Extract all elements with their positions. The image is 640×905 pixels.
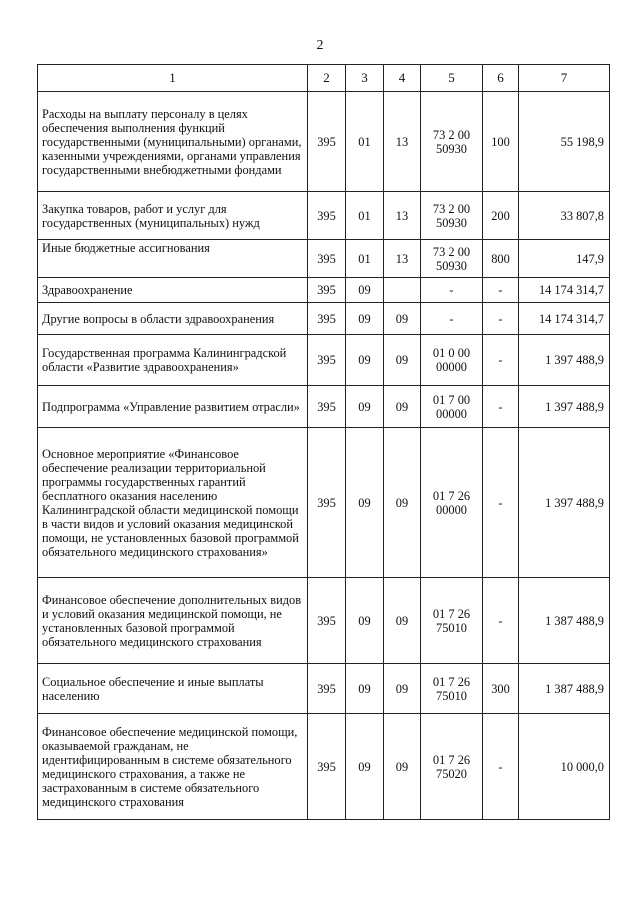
table-row: [38, 278, 610, 303]
row-subsection: 09: [384, 386, 421, 428]
table-row: [38, 664, 610, 714]
table-row: [38, 386, 610, 428]
row-name: Закупка товаров, работ и услуг для государственных (муниципальных) нужд: [38, 192, 308, 240]
row-expense-type: 100: [483, 92, 519, 192]
row-section: 01: [346, 92, 384, 192]
row-amount: 1 397 488,9: [519, 335, 610, 386]
row-expense-type: -: [483, 278, 519, 303]
row-expense-type: -: [483, 303, 519, 335]
row-section: 09: [346, 386, 384, 428]
row-expense-type: -: [483, 578, 519, 664]
row-expense-type: 200: [483, 192, 519, 240]
row-section: 09: [346, 578, 384, 664]
row-name: Здравоохранение: [38, 278, 308, 303]
row-amount: 1 387 488,9: [519, 664, 610, 714]
row-target-article: 01 7 26 00000: [421, 428, 483, 578]
row-admin-code: 395: [308, 335, 346, 386]
row-section: 09: [346, 278, 384, 303]
row-subsection: 13: [384, 192, 421, 240]
row-name: Иные бюджетные ассигнования: [38, 240, 308, 278]
row-admin-code: 395: [308, 192, 346, 240]
row-section: 09: [346, 664, 384, 714]
row-subsection: 09: [384, 335, 421, 386]
page-number: 2: [316, 38, 324, 53]
row-amount: 147,9: [519, 240, 610, 278]
row-target-article: 73 2 00 50930: [421, 192, 483, 240]
row-target-article: -: [421, 278, 483, 303]
row-target-article: -: [421, 303, 483, 335]
row-target-article: 01 7 26 75020: [421, 714, 483, 820]
row-admin-code: 395: [308, 428, 346, 578]
row-section: 01: [346, 192, 384, 240]
row-section: 09: [346, 303, 384, 335]
row-subsection: 09: [384, 664, 421, 714]
row-expense-type: -: [483, 714, 519, 820]
header-col-3: 3: [346, 65, 384, 92]
row-subsection: 13: [384, 240, 421, 278]
row-target-article: 01 7 00 00000: [421, 386, 483, 428]
row-subsection: 09: [384, 428, 421, 578]
row-admin-code: 395: [308, 92, 346, 192]
row-amount: 1 397 488,9: [519, 386, 610, 428]
row-subsection: [384, 278, 421, 303]
table-row: [38, 578, 610, 664]
row-target-article: 73 2 00 50930: [421, 240, 483, 278]
row-target-article: 01 7 26 75010: [421, 664, 483, 714]
row-subsection: 09: [384, 303, 421, 335]
row-admin-code: 395: [308, 578, 346, 664]
row-section: 09: [346, 714, 384, 820]
table-row: [38, 240, 610, 278]
row-expense-type: 300: [483, 664, 519, 714]
table-row: [38, 192, 610, 240]
table-row: [38, 303, 610, 335]
row-target-article: 01 7 26 75010: [421, 578, 483, 664]
row-amount: 1 397 488,9: [519, 428, 610, 578]
row-admin-code: 395: [308, 714, 346, 820]
row-admin-code: 395: [308, 240, 346, 278]
row-subsection: 13: [384, 92, 421, 192]
header-col-4: 4: [384, 65, 421, 92]
budget-table: [37, 64, 610, 820]
row-name: Финансовое обеспечение медицинской помощи, оказываемой гражданам, не идентифицированным в системе обязательного медицинского страхования, а также не застрахованным в системе обязательного медицинского страхования: [38, 714, 308, 820]
row-expense-type: -: [483, 335, 519, 386]
row-amount: 14 174 314,7: [519, 278, 610, 303]
header-col-5: 5: [421, 65, 483, 92]
table-row: [38, 428, 610, 578]
row-amount: 33 807,8: [519, 192, 610, 240]
row-amount: 14 174 314,7: [519, 303, 610, 335]
row-subsection: 09: [384, 578, 421, 664]
header-col-6: 6: [483, 65, 519, 92]
header-col-1: 1: [38, 65, 308, 92]
row-admin-code: 395: [308, 278, 346, 303]
row-target-article: 73 2 00 50930: [421, 92, 483, 192]
table-row: [38, 335, 610, 386]
row-name: Государственная программа Калининградской области «Развитие здравоохранения»: [38, 335, 308, 386]
table-row: [38, 92, 610, 192]
row-admin-code: 395: [308, 664, 346, 714]
row-name: Расходы на выплату персоналу в целях обеспечения выполнения функций государственными (муниципальными) органами, казенными учреждениями, органами управления государственными внебюджетными фондами: [38, 92, 308, 192]
row-expense-type: 800: [483, 240, 519, 278]
table-row: [38, 714, 610, 820]
row-section: 09: [346, 335, 384, 386]
row-section: 09: [346, 428, 384, 578]
header-col-7: 7: [519, 65, 610, 92]
row-expense-type: -: [483, 386, 519, 428]
row-admin-code: 395: [308, 386, 346, 428]
row-amount: 55 198,9: [519, 92, 610, 192]
row-amount: 1 387 488,9: [519, 578, 610, 664]
row-name: Другие вопросы в области здравоохранения: [38, 303, 308, 335]
row-amount: 10 000,0: [519, 714, 610, 820]
row-name: Социальное обеспечение и иные выплаты населению: [38, 664, 308, 714]
row-name: Основное мероприятие «Финансовое обеспечение реализации территориальной программы государственных гарантий бесплатного оказания населению Калининградской области медицинской помощи в части видов и условий оказания медицинской помощи, не установленных базовой программой обязательного медицинского страхования»: [38, 428, 308, 578]
row-name: Финансовое обеспечение дополнительных видов и условий оказания медицинской помощи, не установленных базовой программой обязательного медицинского страхования: [38, 578, 308, 664]
row-target-article: 01 0 00 00000: [421, 335, 483, 386]
row-expense-type: -: [483, 428, 519, 578]
row-admin-code: 395: [308, 303, 346, 335]
header-col-2: 2: [308, 65, 346, 92]
header-row: [38, 65, 610, 92]
row-section: 01: [346, 240, 384, 278]
row-name: Подпрограмма «Управление развитием отрасли»: [38, 386, 308, 428]
row-subsection: 09: [384, 714, 421, 820]
